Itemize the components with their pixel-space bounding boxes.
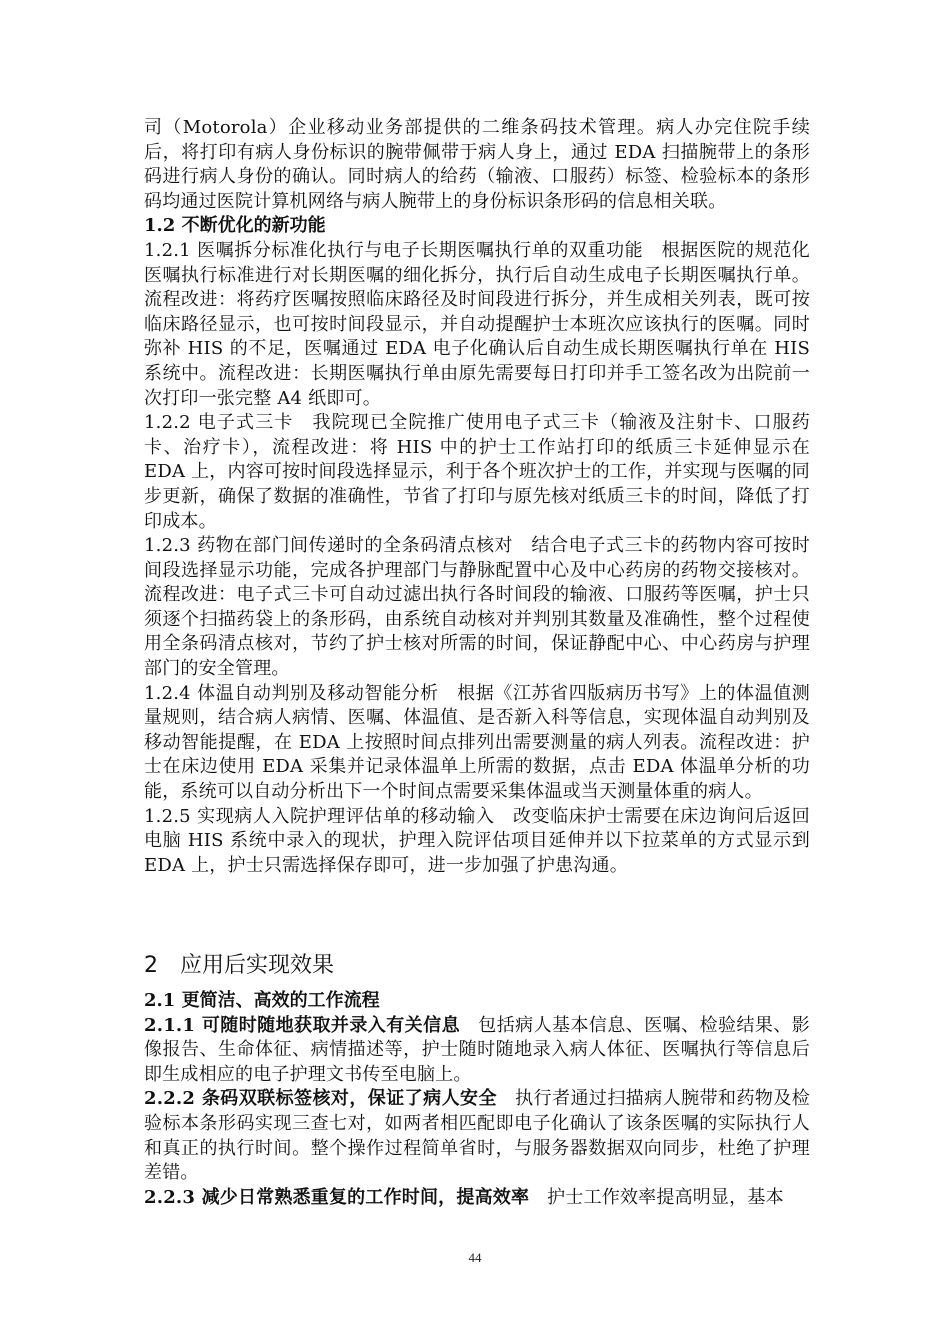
item-body: 包括病人基本信息、医嘱、检验结果、影像报告、生命体征、病情描述等，护士随时随地录入病人体征、医嘱执行等信息后即生成相应的电子护理文书传至电脑上。: [144, 1014, 810, 1085]
section-2-content: [144, 989, 810, 1210]
section-number: 2: [144, 953, 158, 978]
item-1-2-4: [144, 682, 810, 805]
item-2-2-2: [144, 1087, 810, 1185]
intro-paragraph: 司（Motorola）企业移动业务部提供的二维条码技术管理。病人办完住院手续后，将打印有病人身份标识的腕带佩带于病人身上，通过 EDA 扫描腕带上的条形码进行病人身份的确认。同时病人的给药（输液、口服药）标签、检验标本的条形码均通过医院计算机网络与病人腕带上的身份标识条形码的信息相关联。: [144, 117, 810, 212]
item-1-2-2: [144, 411, 810, 534]
item-1-2-3: [144, 534, 810, 682]
item-body: 根据《江苏省四版病历书写》上的体温值测量规则，结合病人病情、医嘱、体温值、是否新入科等信息，实现体温自动判别及移动智能提醒，在 EDA 上按照时间点排列出需要测量的病人列表。流程改进：护士在床边使用 EDA 采集并记录体温单上所需的数据，点击 EDA 体温单分析的功能，系统可以自动分析出下一个时间点需要采集体温或当天测量体重的病人。: [144, 682, 810, 803]
item-2-1-1: [144, 1014, 810, 1088]
item-lead: 1.2.2 电子式三卡: [144, 412, 294, 434]
item-2-2-3: [144, 1186, 810, 1211]
item-lead: 1.2.4 体温自动判别及移动智能分析: [144, 682, 439, 704]
item-lead: 1.2.5 实现病人入院护理评估单的移动输入: [144, 805, 495, 827]
item-lead: 2.1.1 可随时随地获取并录入有关信息: [144, 1014, 461, 1036]
item-body: 根据医院的规范化医嘱执行标准进行对长期医嘱的细化拆分，执行后自动生成电子长期医嘱执行单。流程改进：将药疗医嘱按照临床路径及时间段进行拆分，并生成相关列表，既可按临床路径显示，也可按时间段显示，并自动提醒护士本班次应该执行的医嘱。同时弥补 HIS 的不足，医嘱通过 EDA 电子化确认后自动生成长期医嘱执行单在 HIS 系统中。流程改进：长期医嘱执行单由原先需要每日打印并手工签名改为出院前一次打印一张完整 A4 纸即可。: [144, 239, 810, 409]
page-number: 44: [468, 1250, 482, 1265]
item-body: 我院现已全院推广使用电子式三卡（输液及注射卡、口服药卡、治疗卡），流程改进：将 HIS 中的护士工作站打印的纸质三卡延伸显示在 EDA 上，内容可按时间段选择显示，利于各个班次护士的工作，并实现与医嘱的同步更新，确保了数据的准确性，节省了打印与原先核对纸质三卡的时间，降低了打印成本。: [144, 412, 810, 532]
item-1-2-5: [144, 805, 810, 879]
item-lead: 1.2.3 药物在部门间传递时的全条码清点核对: [144, 535, 514, 557]
item-body: 改变临床护士需要在床边询问后返回电脑 HIS 系统中录入的现状，护理入院评估项目延伸并以下拉菜单的方式显示到 EDA 上，护士只需选择保存即可，进一步加强了护患沟通。: [144, 805, 811, 876]
item-lead: 2.2.3 减少日常熟悉重复的工作时间，提高效率: [144, 1186, 530, 1208]
item-body: 结合电子式三卡的药物内容可按时间段选择显示功能，完成各护理部门与静脉配置中心及中心药房的药物交接核对。流程改进：电子式三卡可自动过滤出执行各时间段的输液、口服药等医嘱，护士只须逐个扫描药袋上的条形码，由系统自动核对并判别其数量及准确性，整个过程使用全条码清点核对，节约了护士核对所需的时间，保证静配中心、中心药房与护理部门的安全管理。: [144, 535, 811, 680]
item-body: 护士工作效率提高明显，基本: [547, 1186, 784, 1208]
section-1-2-heading: 1.2 不断优化的新功能: [144, 215, 326, 237]
document-body: [144, 116, 811, 1208]
section-2-1-heading: 2.1 更简洁、高效的工作流程: [144, 990, 380, 1011]
item-lead: 2.2.2 条码双联标签核对，保证了病人安全: [144, 1088, 497, 1110]
section-title-text: 应用后实现效果: [180, 953, 335, 978]
item-body: 执行者通过扫描病人腕带和药物及检验标本条形码实现三查七对，如两者相匹配即电子化确认了该条医嘱的实际执行人和真正的执行时间。整个操作过程简单省时，与服务器数据双向同步，杜绝了护理差错。: [144, 1088, 810, 1184]
item-lead: 1.2.1 医嘱拆分标准化执行与电子长期医嘱执行单的双重功能: [144, 239, 644, 261]
item-1-2-1: [144, 239, 810, 411]
section-2-heading: [144, 952, 334, 980]
